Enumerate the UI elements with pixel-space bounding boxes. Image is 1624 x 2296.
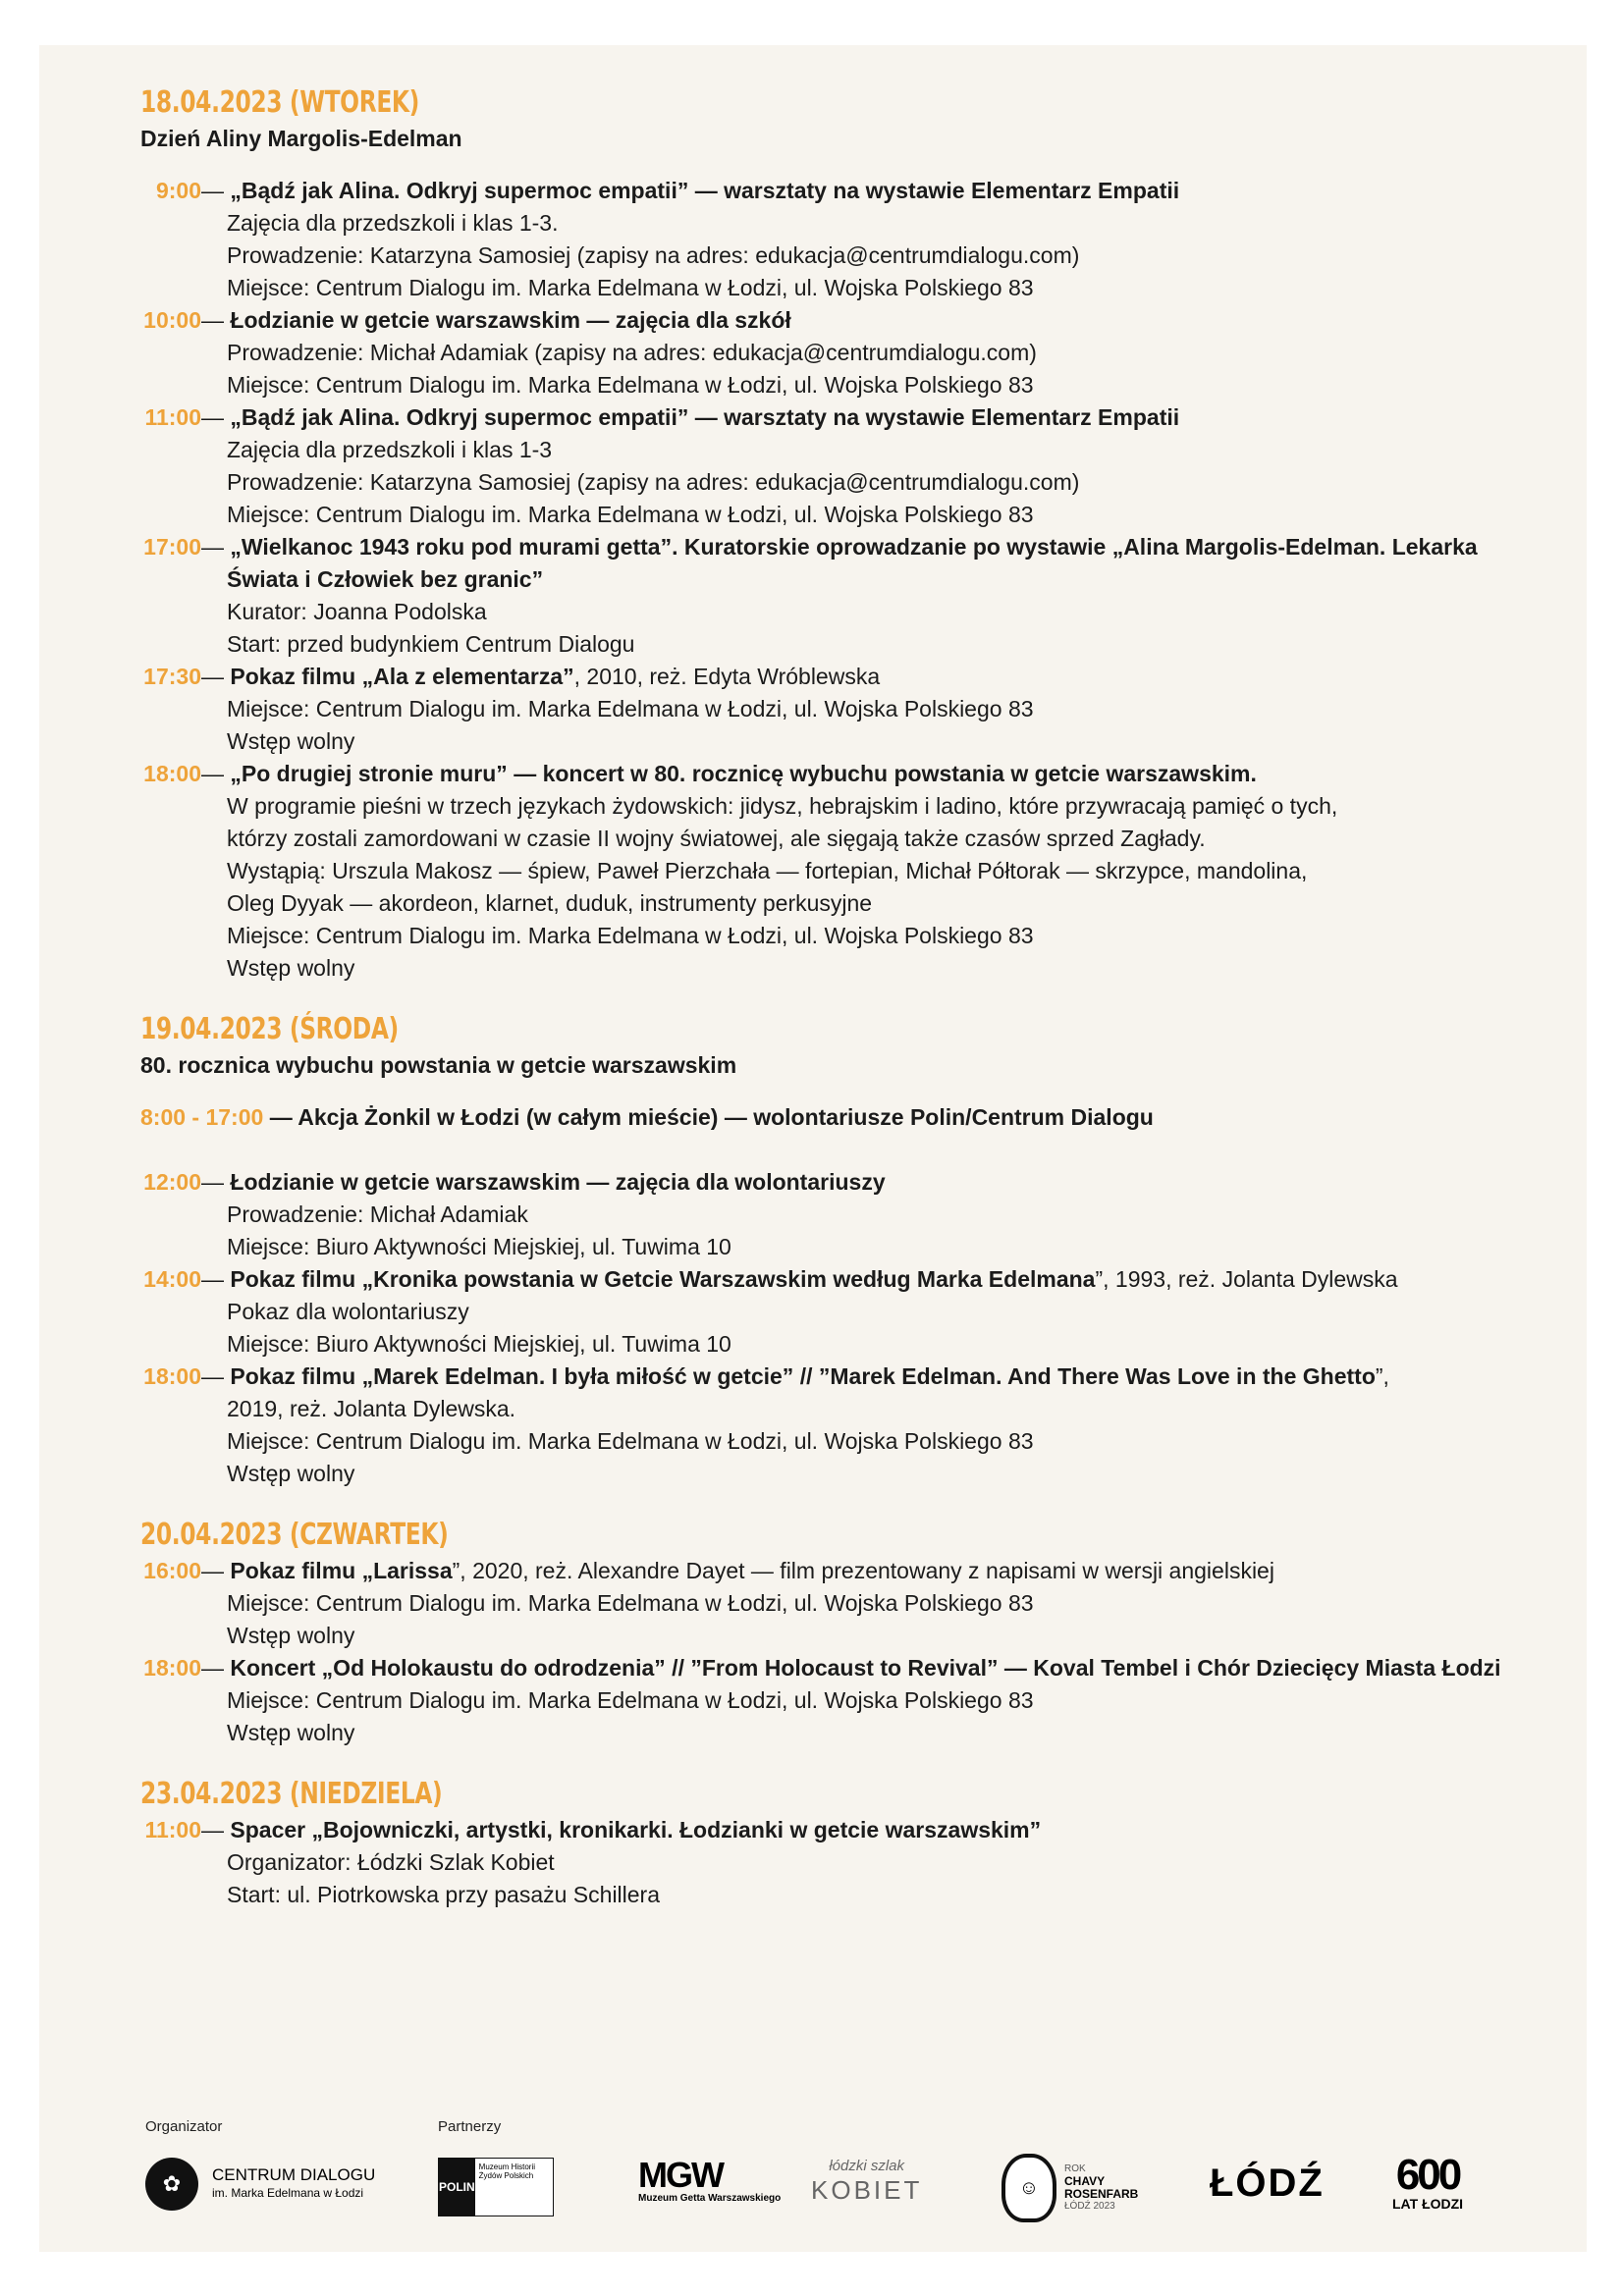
event-item — [140, 1101, 1515, 1134]
event-item — [140, 1263, 1515, 1361]
event-detail-line: którzy zostali zamordowani w czasie II wojny światowej, ale sięgają także czasów sprzed Zagłady. — [227, 826, 1206, 851]
chavy-line2: CHAVY — [1064, 2174, 1106, 2188]
event-dash: — — [201, 761, 231, 786]
event-detail-line: Prowadzenie: Michał Adamiak — [227, 1201, 528, 1227]
event-detail-line: Pokaz dla wolontariuszy — [227, 1299, 469, 1324]
event-detail-line: Miejsce: Centrum Dialogu im. Marka Edelmana w Łodzi, ul. Wojska Polskiego 83 — [227, 1428, 1034, 1454]
event-dash: — — [201, 178, 231, 203]
event-dash: — — [201, 1817, 231, 1842]
event-title: Pokaz filmu „Larissa — [230, 1558, 453, 1583]
event-title: Łodzianie w getcie warszawskim — zajęcia dla szkół — [230, 307, 791, 333]
event-title-line — [201, 1652, 1515, 1684]
event-time: 9:00 — [155, 178, 201, 203]
event-title-line — [201, 758, 1515, 790]
chavy-rosenfarb-logo — [1001, 2154, 1138, 2222]
day-section — [140, 1516, 1515, 1749]
event-title-line — [140, 1101, 1515, 1134]
event-title-line — [201, 304, 1515, 337]
szlak-top: łódzki szlak — [829, 2158, 905, 2174]
day-section — [140, 83, 1515, 985]
event-detail-line: Miejsce: Biuro Aktywności Miejskiej, ul. Tuwima 10 — [227, 1234, 731, 1259]
event-title-line — [201, 175, 1515, 207]
event-dash: — — [201, 1169, 231, 1195]
event-title-line — [201, 401, 1515, 434]
event-time: 17:00 — [143, 534, 201, 560]
event-time: 18:00 — [143, 761, 201, 786]
event-detail-line: Start: przed budynkiem Centrum Dialogu — [227, 631, 635, 657]
centrum-dialogu-logo — [212, 2165, 375, 2201]
event-detail-line: Miejsce: Centrum Dialogu im. Marka Edelmana w Łodzi, ul. Wojska Polskiego 83 — [227, 372, 1034, 398]
event-detail-line: 2019, reż. Jolanta Dylewska. — [227, 1396, 516, 1421]
event-detail-line: Wstęp wolny — [227, 955, 355, 981]
szlak-bottom: KOBIET — [811, 2175, 923, 2205]
event-dash: — — [201, 664, 231, 689]
centrum-dialogu-logo-icon: ✿ — [145, 2158, 198, 2211]
day-heading: 20.04.2023 (CZWARTEK) — [140, 1518, 449, 1552]
event-detail-line: Miejsce: Centrum Dialogu im. Marka Edelmana w Łodzi, ul. Wojska Polskiego 83 — [227, 1687, 1034, 1713]
event-title-line — [201, 1263, 1515, 1296]
event-title: Pokaz filmu „Ala z elementarza” — [230, 664, 574, 689]
event-detail-line: Miejsce: Biuro Aktywności Miejskiej, ul. Tuwima 10 — [227, 1331, 731, 1357]
event-item — [140, 401, 1515, 531]
day-heading: 18.04.2023 (WTOREK) — [140, 85, 419, 120]
event-time: 8:00 - 17:00 — [140, 1104, 264, 1130]
event-time: 12:00 — [143, 1169, 201, 1195]
event-dash: — — [201, 1363, 231, 1389]
event-item — [140, 304, 1515, 401]
centrum-dialogu-name: CENTRUM DIALOGU — [212, 2165, 376, 2184]
event-dash: — — [201, 534, 231, 560]
event-dash: — — [201, 1655, 231, 1681]
event-detail-line: Wstęp wolny — [227, 1461, 355, 1486]
mgw-text: Muzeum Getta Warszawskiego — [638, 2193, 782, 2204]
organizer-label: Organizator — [145, 2118, 223, 2135]
event-title: Łodzianie w getcie warszawskim — zajęcia dla wolontariuszy — [230, 1169, 886, 1195]
event-item — [140, 1555, 1515, 1652]
day-section — [140, 1775, 1515, 1911]
event-title-rest: ”, 1993, reż. Jolanta Dylewska — [1095, 1266, 1398, 1292]
event-title-rest: , 2010, reż. Edyta Wróblewska — [573, 664, 881, 689]
day-heading: 23.04.2023 (NIEDZIELA) — [140, 1777, 443, 1811]
event-title: Pokaz filmu „Kronika powstania w Getcie Warszawskim według Marka Edelmana — [230, 1266, 1096, 1292]
event-detail-line: Wstęp wolny — [227, 1720, 355, 1745]
event-title-line — [201, 1555, 1515, 1587]
event-detail-line: Prowadzenie: Michał Adamiak (zapisy na adres: edukacja@centrumdialogu.com) — [227, 340, 1037, 365]
chavy-line4: ŁÓDŹ 2023 — [1064, 2201, 1115, 2212]
event-item — [140, 1652, 1515, 1749]
event-detail-line: Miejsce: Centrum Dialogu im. Marka Edelmana w Łodzi, ul. Wojska Polskiego 83 — [227, 923, 1034, 948]
event-detail-line: W programie pieśni w trzech językach żydowskich: jidysz, hebrajskim i ladino, które przywracają pamięć o tych, — [227, 793, 1338, 819]
event-detail-line: Miejsce: Centrum Dialogu im. Marka Edelmana w Łodzi, ul. Wojska Polskiego 83 — [227, 1590, 1034, 1616]
event-title: „Bądź jak Alina. Odkryj supermoc empatii” — warsztaty na wystawie Elementarz Empatii — [230, 404, 1180, 430]
event-title: Koncert „Od Holokaustu do odrodzenia” // ”From Holocaust to Revival” — Koval Tembel i Chór Dziecięcy Miasta Łodzi — [230, 1655, 1501, 1681]
event-item — [140, 661, 1515, 758]
event-title-line — [201, 661, 1515, 693]
event-detail-line: Zajęcia dla przedszkoli i klas 1-3. — [227, 210, 559, 236]
polin-text: Muzeum Historii Żydów Polskich — [478, 2163, 536, 2180]
event-time: 10:00 — [143, 307, 201, 333]
event-item — [140, 175, 1515, 304]
event-detail-line: Organizator: Łódzki Szlak Kobiet — [227, 1849, 555, 1875]
event-title: „Po drugiej stronie muru” — koncert w 80. rocznicę wybuchu powstania w getcie warszawskim. — [230, 761, 1257, 786]
event-detail-line: Kurator: Joanna Podolska — [227, 599, 487, 624]
event-title-line — [201, 1814, 1515, 1846]
event-dash: — — [201, 307, 231, 333]
chavy-line3: ROSENFARB — [1064, 2187, 1139, 2201]
event-title-line — [201, 531, 1515, 563]
event-detail-line: Prowadzenie: Katarzyna Samosiej (zapisy na adres: edukacja@centrumdialogu.com) — [227, 469, 1080, 495]
event-dash: — — [201, 404, 231, 430]
mgw-mark: MGW — [638, 2155, 723, 2195]
szlak-kobiet-logo — [811, 2158, 922, 2205]
event-detail-line: Zajęcia dla przedszkoli i klas 1-3 — [227, 437, 553, 462]
polin-logo — [438, 2158, 554, 2216]
day-subtitle: 80. rocznica wybuchu powstania w getcie warszawskim — [140, 1052, 737, 1078]
event-detail-line: Prowadzenie: Katarzyna Samosiej (zapisy na adres: edukacja@centrumdialogu.com) — [227, 242, 1080, 268]
event-title: „Bądź jak Alina. Odkryj supermoc empatii” — warsztaty na wystawie Elementarz Empatii — [230, 178, 1180, 203]
event-detail-line: Wstęp wolny — [227, 728, 355, 754]
event-title-continuation: Świata i Człowiek bez granic” — [227, 566, 544, 592]
600-lat-lodzi-logo — [1392, 2151, 1464, 2212]
centrum-dialogu-sub: im. Marka Edelmana w Łodzi — [212, 2186, 364, 2200]
600-caption: LAT ŁODZI — [1392, 2196, 1464, 2212]
event-detail-line: Oleg Dyyak — akordeon, klarnet, duduk, instrumenty perkusyjne — [227, 890, 873, 916]
event-detail-line: Wystąpią: Urszula Makosz — śpiew, Paweł Pierzchała — fortepian, Michał Półtorak — skrzypce, mandolina, — [227, 858, 1308, 883]
event-time: 18:00 — [143, 1655, 201, 1681]
event-time: 14:00 — [143, 1266, 201, 1292]
event-item — [140, 1361, 1515, 1490]
chavy-line1: ROK — [1064, 2163, 1086, 2174]
event-title: Akcja Żonkil w Łodzi (w całym mieście) — wolontariusze Polin/Centrum Dialogu — [298, 1104, 1154, 1130]
day-heading: 19.04.2023 (ŚRODA) — [140, 1012, 399, 1046]
spacer — [140, 1134, 1515, 1166]
event-title-rest: ”, 2020, reż. Alexandre Dayet — film prezentowany z napisami w wersji angielskiej — [452, 1558, 1274, 1583]
event-detail-line: Miejsce: Centrum Dialogu im. Marka Edelmana w Łodzi, ul. Wojska Polskiego 83 — [227, 502, 1034, 527]
event-detail-line: Start: ul. Piotrkowska przy pasażu Schillera — [227, 1882, 661, 1907]
event-title-rest: ”, — [1375, 1363, 1389, 1389]
event-dash: — — [263, 1104, 298, 1130]
event-time: 18:00 — [143, 1363, 201, 1389]
event-title-line — [201, 1166, 1515, 1199]
event-title: Pokaz filmu „Marek Edelman. I była miłość w getcie” // ”Marek Edelman. And There Was Love in the Ghetto — [230, 1363, 1376, 1389]
event-time: 11:00 — [144, 404, 201, 430]
mgw-logo — [638, 2155, 782, 2204]
event-time: 16:00 — [143, 1558, 201, 1583]
event-dash: — — [201, 1558, 231, 1583]
footer — [0, 2118, 1624, 2256]
day-section — [140, 1010, 1515, 1490]
event-item — [140, 758, 1515, 985]
partners-label: Partnerzy — [438, 2118, 502, 2135]
portrait-icon: ☺ — [1001, 2154, 1056, 2222]
event-dash: — — [201, 1266, 231, 1292]
lodz-logo: ŁÓDŹ — [1210, 2162, 1325, 2205]
600-number: 600 — [1395, 2151, 1460, 2199]
event-item — [140, 531, 1515, 661]
event-detail-line: Miejsce: Centrum Dialogu im. Marka Edelmana w Łodzi, ul. Wojska Polskiego 83 — [227, 696, 1034, 721]
event-detail-line: Miejsce: Centrum Dialogu im. Marka Edelmana w Łodzi, ul. Wojska Polskiego 83 — [227, 275, 1034, 300]
polin-mark: POLIN — [439, 2159, 475, 2216]
event-title: Spacer „Bojowniczki, artystki, kronikarki. Łodzianki w getcie warszawskim” — [230, 1817, 1042, 1842]
program-content — [140, 83, 1515, 1937]
day-subtitle: Dzień Aliny Margolis-Edelman — [140, 126, 462, 151]
event-title-line — [201, 1361, 1515, 1393]
event-item — [140, 1166, 1515, 1263]
event-item — [140, 1814, 1515, 1911]
event-detail-line: Wstęp wolny — [227, 1623, 355, 1648]
event-time: 11:00 — [144, 1817, 201, 1842]
event-title: „Wielkanoc 1943 roku pod murami getta”. Kuratorskie oprowadzanie po wystawie „Alina Margolis-Edelman. Lekarka — [230, 534, 1478, 560]
event-time: 17:30 — [143, 664, 201, 689]
